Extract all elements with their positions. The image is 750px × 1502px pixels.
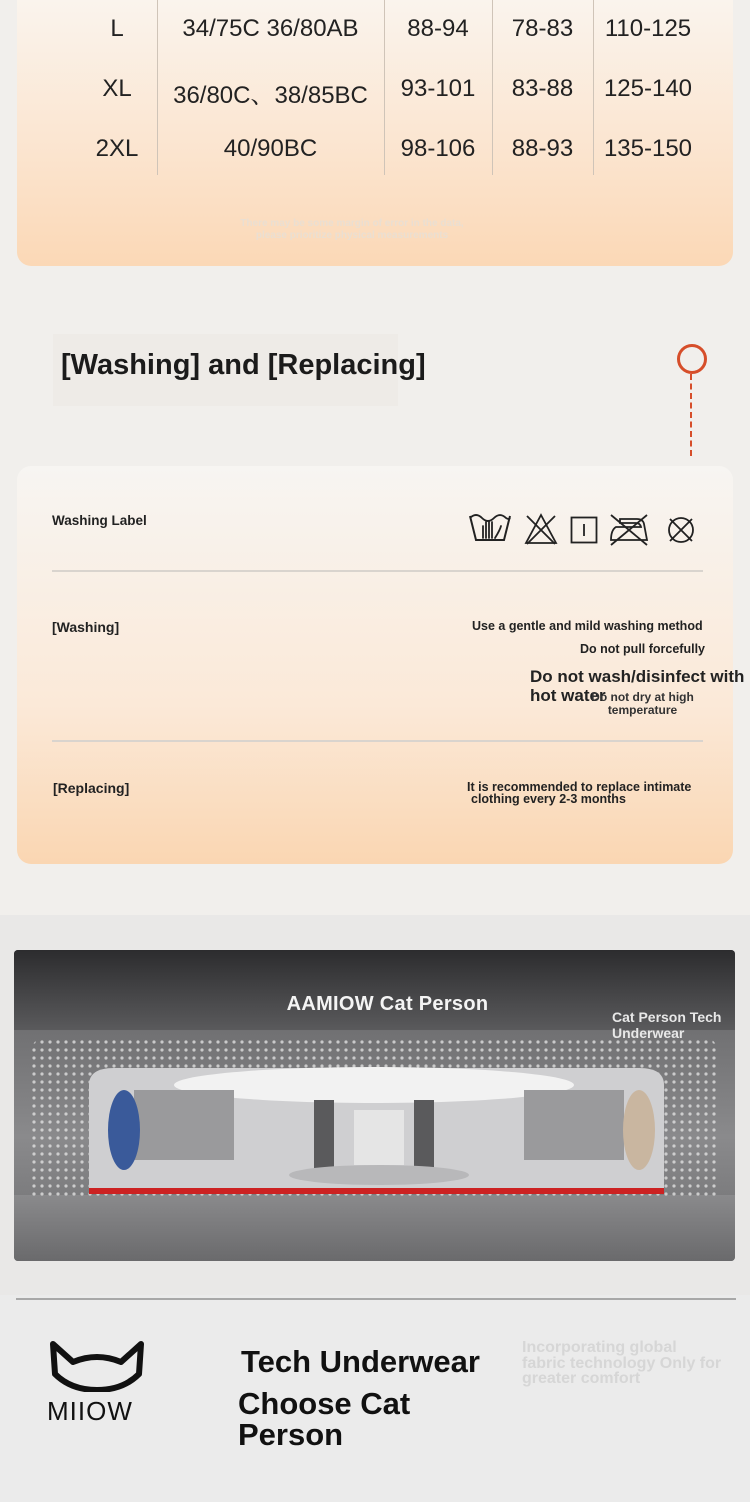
measure-cell: 135-150 — [603, 135, 693, 162]
washing-instruction: Use a gentle and mild washing method — [472, 619, 703, 633]
measure-cell: 98-106 — [400, 135, 476, 162]
measure-cell: 78-83 — [511, 15, 574, 42]
size-cell: 2XL — [95, 135, 139, 162]
washing-instruction: Do not wash/disinfect with hot water — [530, 667, 745, 705]
measure-cell: 88-94 — [407, 15, 469, 42]
divider — [52, 570, 703, 572]
brand-logo-text: MIIOW — [47, 1396, 133, 1426]
replacing-instruction: It is recommended to replace intimate — [467, 780, 692, 794]
washing-instruction: Do not pull forcefully — [580, 642, 705, 656]
hand-wash-icon — [467, 508, 513, 544]
measure-cell: 110-125 — [604, 15, 692, 42]
section-title: [Washing] and [Replacing] — [53, 334, 398, 406]
no-bleach-icon — [523, 512, 559, 546]
measure-cell: 125-140 — [603, 75, 693, 102]
washing-heading: [Washing] — [52, 619, 120, 635]
measure-cell: 93-101 — [400, 75, 476, 102]
decorative-dashed-line — [690, 374, 692, 456]
measure-cell: 88-93 — [511, 135, 574, 162]
care-card — [17, 466, 745, 864]
replacing-instruction: clothing every 2-3 months — [471, 792, 626, 806]
cat-logo-icon — [47, 1340, 147, 1392]
store-subtitle: Cat Person Tech Underwear — [612, 1009, 722, 1041]
size-cell: XL — [102, 75, 132, 102]
size-disclaimer — [192, 218, 512, 242]
brand-tagline: Tech Underwear — [241, 1344, 480, 1379]
washing-instruction: Do not dry at high temperature — [591, 690, 694, 717]
disclaimer-line: There may be some margin of error in the data, — [240, 218, 464, 229]
cup-cell: 40/90BC — [223, 135, 318, 162]
replacing-heading: [Replacing] — [53, 780, 130, 796]
fabric-note: Incorporating global fabric technology Only for greater comfort — [522, 1339, 722, 1387]
store-title: AAMIOW Cat Person — [286, 993, 489, 1015]
size-cell: L — [110, 15, 124, 42]
washing-label-heading: Washing Label — [52, 513, 147, 528]
no-iron-icon — [608, 512, 650, 548]
cup-cell: 34/75C 36/80AB — [182, 15, 359, 42]
size-table-card — [17, 0, 733, 266]
no-tumble-dry-icon — [665, 514, 697, 546]
brand-tagline: Choose Cat Person — [238, 1386, 411, 1452]
footer-divider — [16, 1298, 736, 1300]
divider — [52, 740, 703, 742]
measure-cell: 83-88 — [511, 75, 574, 102]
line-dry-icon — [570, 516, 598, 544]
cup-cell: 36/80C、38/85BC — [173, 82, 368, 109]
disclaimer-line: please prioritize physical measurements — [255, 230, 449, 241]
decorative-circle-icon — [677, 344, 707, 374]
